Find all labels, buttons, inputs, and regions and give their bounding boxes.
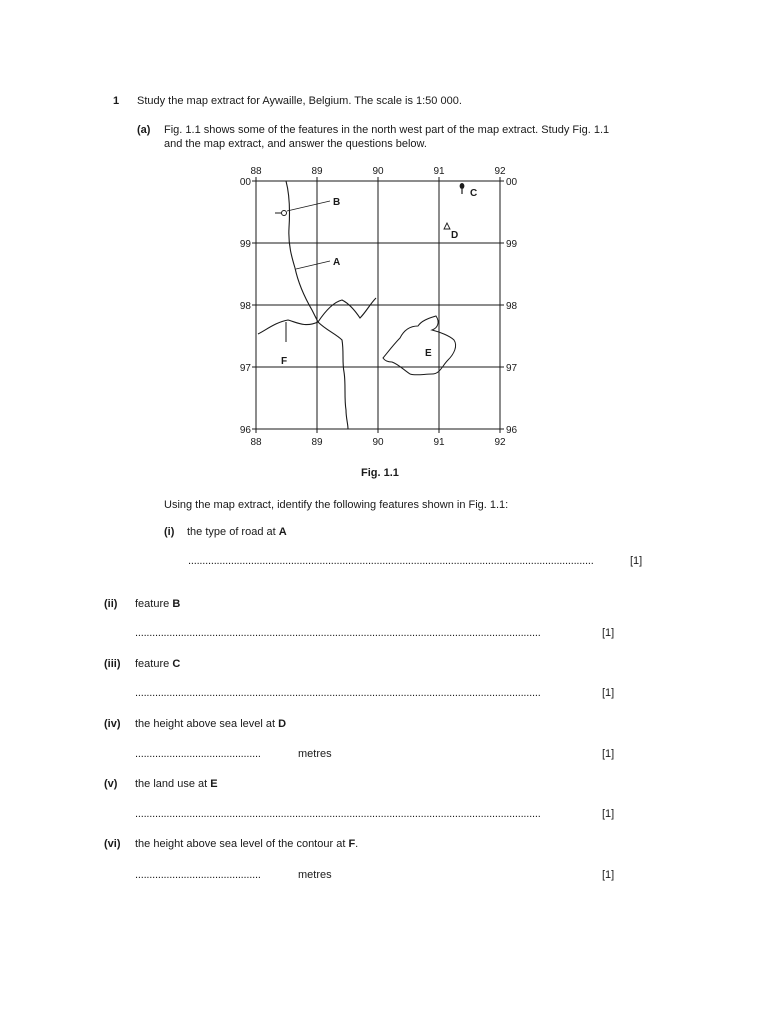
easting-top-89: 89 — [311, 166, 323, 177]
answer-line-v[interactable]: .............................................................................................................................................. — [135, 808, 541, 820]
answer-line-i[interactable]: .............................................................................................................................................. — [188, 555, 594, 567]
question-number: 1 — [113, 95, 120, 107]
figure-caption: Fig. 1.1 — [361, 467, 399, 479]
question-intro: Study the map extract for Aywaille, Belgium. The scale is 1:50 000. — [137, 95, 462, 107]
feature-c-symbol — [460, 183, 465, 194]
mark-vi: [1] — [602, 869, 615, 881]
answer-line-vi[interactable]: ............................................ — [135, 869, 261, 881]
mark-iii: [1] — [602, 687, 615, 699]
northing-right-97: 97 — [506, 363, 518, 374]
northing-left-98: 98 — [239, 301, 251, 312]
feature-e-area — [383, 316, 456, 375]
question-v-number: (v) — [104, 778, 118, 790]
pointer-b — [287, 201, 330, 211]
northing-right-96: 96 — [506, 425, 518, 436]
northing-left-97: 97 — [239, 363, 251, 374]
question-iii-number: (iii) — [104, 658, 121, 670]
northing-right-99: 99 — [506, 239, 518, 250]
answer-line-iv[interactable]: ............................................ — [135, 748, 261, 760]
northing-right-98: 98 — [506, 301, 518, 312]
river-north-branch — [318, 298, 376, 322]
label-c: C — [470, 188, 478, 199]
northing-left-99: 99 — [239, 239, 251, 250]
easting-bottom-88: 88 — [250, 437, 262, 448]
mark-v: [1] — [602, 808, 615, 820]
question-ii-number: (ii) — [104, 598, 118, 610]
easting-top-91: 91 — [433, 166, 445, 177]
unit-iv: metres — [298, 748, 332, 760]
label-b: B — [333, 197, 341, 208]
question-i-number: (i) — [164, 526, 175, 538]
part-a-text-line1: Fig. 1.1 shows some of the features in the north west part of the map extract. Study Fig. 1.1 — [164, 124, 610, 136]
easting-bottom-89: 89 — [311, 437, 323, 448]
mark-iv: [1] — [602, 748, 615, 760]
northing-left-00: 00 — [239, 177, 251, 188]
instructions: Using the map extract, identify the following features shown in Fig. 1.1: — [164, 499, 509, 511]
northing-left-96: 96 — [239, 425, 251, 436]
northing-right-00: 00 — [506, 177, 518, 188]
label-a: A — [333, 257, 341, 268]
easting-top-90: 90 — [372, 166, 384, 177]
easting-bottom-91: 91 — [433, 437, 445, 448]
question-vi-number: (vi) — [104, 838, 121, 850]
unit-vi: metres — [298, 869, 332, 881]
feature-d-symbol — [444, 223, 450, 229]
question-ii-text: feature B — [135, 598, 181, 610]
label-e: E — [425, 348, 432, 359]
question-i-text: the type of road at A — [187, 526, 287, 538]
feature-b-symbol — [275, 211, 287, 216]
pointer-a — [296, 261, 330, 269]
easting-bottom-90: 90 — [372, 437, 384, 448]
part-a-text-line2: and the map extract, and answer the questions below. — [164, 138, 427, 150]
question-v-text: the land use at E — [135, 778, 218, 790]
easting-top-88: 88 — [250, 166, 262, 177]
mark-ii: [1] — [602, 627, 615, 639]
river-main — [318, 322, 348, 429]
mark-i: [1] — [630, 555, 643, 567]
answer-line-iii[interactable]: .............................................................................................................................................. — [135, 687, 541, 699]
road-line — [286, 181, 318, 322]
part-a-label: (a) — [137, 124, 151, 136]
label-f: F — [281, 356, 288, 367]
question-vi-text: the height above sea level of the contour at F. — [135, 838, 359, 850]
answer-line-ii[interactable]: .............................................................................................................................................. — [135, 627, 541, 639]
label-d: D — [451, 230, 459, 241]
easting-top-92: 92 — [494, 166, 506, 177]
river-west-branch — [258, 320, 318, 334]
question-iv-number: (iv) — [104, 718, 121, 730]
question-iii-text: feature C — [135, 658, 181, 670]
question-iv-text: the height above sea level at D — [135, 718, 287, 730]
easting-bottom-92: 92 — [494, 437, 506, 448]
